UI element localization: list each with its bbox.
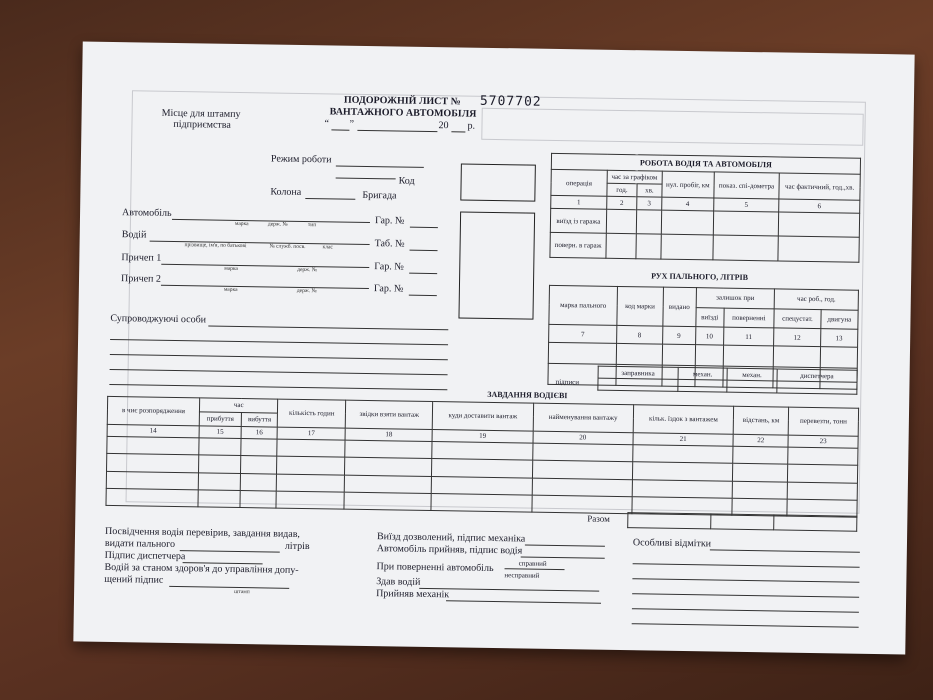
footer-handed-driver: Здав водій — [376, 576, 421, 588]
stamp-place-label-2: підприємства — [173, 118, 231, 131]
footer-dispatcher-sign: Підпис диспетчера — [104, 549, 186, 563]
fuel-colnum: 7 — [549, 324, 617, 343]
driver-sub-class: клас — [322, 244, 333, 251]
trailer1-sub-plate: держ. № — [297, 266, 318, 274]
work-table — [549, 153, 861, 263]
work-col-hours: год. — [607, 183, 638, 197]
trailer1-sub-brand: марка — [224, 265, 238, 272]
escort-label: Супроводжуючі особи — [110, 312, 207, 326]
form-subtitle: ВАНТАЖНОГО АВТОМОБІЛЯ — [329, 106, 477, 120]
footer-faulty: несправний — [504, 571, 540, 580]
footer-license-checked: Посвідчення водія перевірив, завдання видав, — [104, 525, 301, 540]
work-colnum: 2 — [607, 197, 637, 210]
fuel-col-code: код марки — [617, 286, 663, 326]
trailer2-label: Причеп 2 — [120, 273, 162, 285]
task-colnum: 14 — [107, 424, 199, 438]
task-col-time: час — [200, 398, 279, 413]
fuel-col-balance: залишок при — [696, 288, 775, 309]
footer-issue-fuel: видати пального — [104, 537, 176, 551]
task-col-trips: кільк. їздок з вантажем — [633, 405, 734, 434]
footer-special-notes: Особливі відмітки — [632, 537, 712, 550]
task-col-cargo: найменування вантажу — [533, 403, 634, 432]
footer-liters: літрів — [284, 540, 310, 553]
footer-on-return: При поверненні автомобіль — [376, 561, 494, 575]
task-table-title: ЗАВДАННЯ ВОДІЄВІ — [487, 389, 568, 401]
footer-stamp-sub: штамп — [234, 588, 250, 596]
waybill-sheet — [73, 42, 914, 655]
trailer1-garage-label: Гар. № — [374, 261, 404, 273]
signatures-label: підписи — [555, 377, 580, 387]
car-sub-type: тип — [307, 222, 317, 229]
fuel-col-departure: виїзді — [696, 307, 724, 327]
task-total-row — [627, 512, 857, 532]
work-col-actual: час фактичний, год.,хв. — [779, 173, 860, 201]
form-title: ПОДОРОЖНІЙ ЛИСТ № — [343, 94, 461, 108]
task-col-dispatch: в чиє розпорядження — [107, 396, 199, 425]
fuel-colnum: 13 — [820, 329, 857, 348]
fuel-colnum: 8 — [617, 325, 663, 344]
driver-label: Водій — [121, 229, 147, 241]
footer-serviceable: справний — [518, 559, 547, 568]
trailer1-label: Причеп 1 — [121, 252, 162, 264]
fuel-colnum: 10 — [695, 327, 723, 345]
fuel-col-special: спецустат. — [774, 308, 821, 328]
stamp-place-label: Місце для штампу — [161, 107, 241, 120]
car-label: Автомобіль — [121, 207, 172, 219]
car-sub-brand: марка — [234, 220, 249, 228]
garage-number-label: Гар. № — [374, 215, 405, 227]
work-col-odometer: нул. пробіг, км — [662, 171, 715, 199]
work-colnum: 3 — [637, 197, 662, 210]
fuel-colnum: 12 — [774, 328, 821, 347]
coupon-box — [458, 211, 535, 319]
task-colnum: 18 — [345, 428, 432, 442]
fuel-signature-table — [597, 366, 857, 395]
task-colnum: 16 — [241, 426, 278, 439]
fuel-colnum: 9 — [662, 326, 695, 345]
form-number: 5707702 — [479, 93, 542, 110]
work-row-departure: виїзд із гаража — [550, 208, 606, 233]
tab-number-label: Таб. № — [374, 238, 405, 250]
footer-accepted-mechanic: Прийняв механік — [376, 588, 450, 601]
car-sub-plate: держ. № — [267, 221, 288, 228]
task-col-tons: перевезти, тонн — [788, 407, 858, 436]
work-colnum: 1 — [551, 196, 607, 209]
work-col-operation: операція — [551, 169, 607, 197]
fuel-table-title: РУХ ПАЛЬНОГО, ЛІТРІВ — [651, 271, 749, 282]
work-col-schedule: час за графіком — [607, 170, 662, 184]
date-quote-open: “ — [324, 118, 330, 130]
task-col-hours: кількість годин — [278, 399, 346, 428]
date-year: 20 — [438, 120, 449, 132]
task-colnum: 21 — [633, 432, 733, 446]
driver-sub-name: прізвище, ім'я, по батькові — [184, 242, 247, 250]
fuel-col-worktime: час роб., год. — [774, 289, 858, 310]
footer-departure-allowed: Виїзд дозволений, підпис механіка — [376, 531, 526, 545]
task-colnum: 20 — [533, 431, 633, 445]
fuel-col-engine: двигуна — [821, 309, 859, 329]
code-label: Код — [398, 175, 415, 187]
fuel-col-issued: видано — [662, 287, 696, 327]
task-table — [105, 396, 859, 518]
column-label: Колона — [270, 186, 302, 198]
footer-health-line1: Водій за станом здоров'я до управління допу- — [104, 561, 299, 576]
work-colnum: 4 — [661, 198, 713, 211]
trailer2-garage-label: Гар. № — [373, 283, 404, 295]
task-colnum: 17 — [277, 427, 345, 441]
task-col-depart: вибуття — [241, 412, 278, 426]
fuel-colnum: 11 — [723, 327, 774, 346]
task-col-distance: відстань, км — [733, 406, 788, 434]
work-colnum: 6 — [779, 199, 860, 213]
task-colnum: 15 — [199, 425, 241, 438]
footer-car-accepted: Автомобіль прийняв, підпис водія — [376, 543, 523, 557]
date-quote-close: ” — [349, 118, 355, 130]
trailer2-sub-brand: марка — [223, 286, 238, 293]
task-col-arrive: прибуття — [199, 412, 241, 426]
task-col-from: звідки взяти вантаж — [345, 400, 433, 429]
task-colnum: 23 — [788, 435, 858, 449]
work-row-return: поверн. в гараж — [550, 233, 606, 259]
work-col-minutes: хв. — [637, 184, 662, 198]
trailer2-sub-plate: держ. № — [296, 287, 317, 295]
work-mode-label: Режим роботи — [270, 153, 332, 166]
driver-sub-cert: № служб. посв. — [269, 243, 306, 251]
sign-col-mechanic: механ. — [678, 367, 728, 380]
task-col-to: куди доставити вантаж — [433, 402, 534, 431]
work-col-speedometer: показ. спі-дометра — [714, 172, 780, 200]
sign-col-refueler: заправника — [598, 366, 678, 379]
task-colnum: 22 — [733, 434, 788, 447]
sign-col-dispatcher: диспетчера — [777, 369, 858, 382]
total-label: Разом — [587, 513, 610, 524]
work-table-title: РОБОТА ВОДІЯ ТА АВТОМОБІЛЯ — [551, 153, 860, 173]
date-suffix: р. — [467, 120, 476, 132]
work-colnum: 5 — [714, 198, 779, 211]
stamp-box — [460, 163, 536, 201]
sign-col-mechanic-2: механ. — [727, 368, 777, 381]
fuel-col-return: поверненні — [724, 308, 775, 328]
fuel-col-brand: марка пального — [549, 285, 618, 325]
footer-health-line2: щений підпис — [104, 573, 164, 586]
reverse-side-ghost — [481, 108, 863, 146]
task-colnum: 19 — [432, 429, 532, 443]
brigade-label: Бригада — [362, 189, 397, 202]
